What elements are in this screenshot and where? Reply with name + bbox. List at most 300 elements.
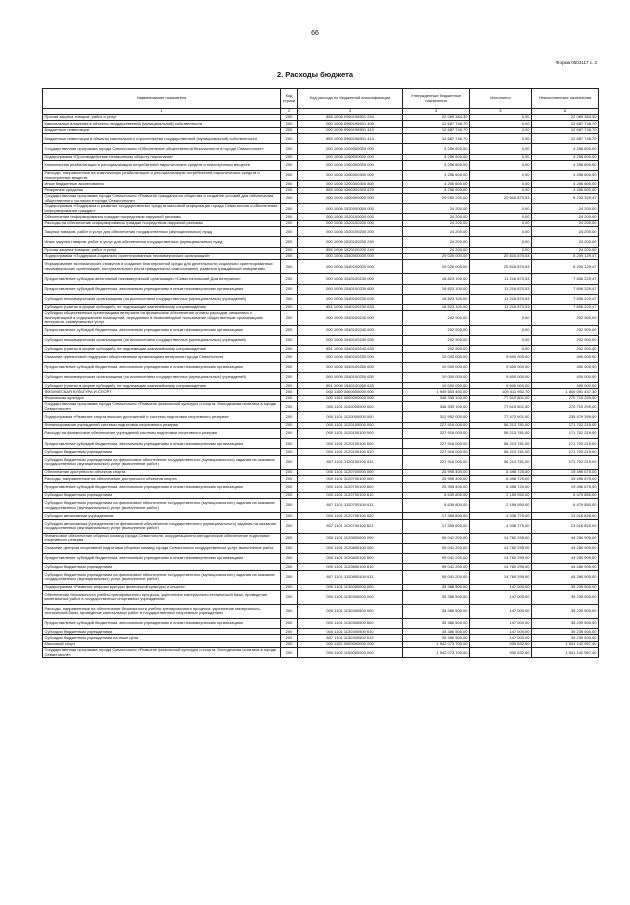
col-number: 5 bbox=[470, 109, 532, 115]
row-line-code: 200 bbox=[281, 455, 298, 469]
row-line-code: 200 bbox=[281, 346, 298, 352]
row-classification-code: 000 1102 1100000000 000 bbox=[298, 648, 403, 658]
section-title: 2. Расходы бюджета bbox=[276, 70, 354, 79]
row-classification-code: 807 1101 1120700100 621 bbox=[298, 519, 403, 533]
row-unexecuted: 1 541 142 967,40 bbox=[532, 648, 599, 658]
row-approved: 1 542 073 700,00 bbox=[403, 648, 470, 658]
row-classification-code: 000 1006 1260300300 800 bbox=[298, 181, 403, 187]
row-line-code: 200 bbox=[281, 362, 298, 372]
row-line-code: 200 bbox=[281, 325, 298, 335]
row-executed: 0,00 bbox=[470, 325, 532, 335]
row-line-code: 200 bbox=[281, 422, 298, 428]
page-number: 66 bbox=[311, 30, 319, 37]
row-line-code: 200 bbox=[281, 237, 298, 247]
row-executed: 56 213 781,00 bbox=[470, 429, 532, 439]
row-line-code: 200 bbox=[281, 304, 298, 310]
row-unexecuted: 8 233 329,47 bbox=[532, 194, 599, 204]
table-row bbox=[43, 362, 599, 372]
row-name: Обеспечение информирования граждан посредством наружной рекламы bbox=[43, 214, 281, 220]
row-unexecuted: 24 200,00 bbox=[532, 237, 599, 247]
table-row bbox=[43, 543, 599, 553]
row-unexecuted: 35 239 500,00 bbox=[532, 618, 599, 628]
row-executed: 0,00 bbox=[470, 220, 532, 226]
row-line-code: 200 bbox=[281, 144, 298, 154]
row-line-code: 200 bbox=[281, 204, 298, 214]
row-executed: 147 000,00 bbox=[470, 635, 532, 641]
row-approved: 12 687 748,70 bbox=[403, 121, 470, 127]
row-classification-code: 000 1101 1100000000 000 bbox=[298, 402, 403, 412]
row-unexecuted: 235 479 399,00 bbox=[532, 412, 599, 422]
row-unexecuted: 400 000,00 bbox=[532, 383, 599, 389]
row-approved: 25 995 400,00 bbox=[403, 476, 470, 482]
row-unexecuted: 171 702 219,00 bbox=[532, 455, 599, 469]
row-line-code: 200 bbox=[281, 513, 298, 519]
row-classification-code: 000 1006 1540000000 000 bbox=[298, 254, 403, 260]
row-approved: 35 386 500,00 bbox=[403, 635, 470, 641]
row-executed: 14 760 295,00 bbox=[470, 543, 532, 553]
row-executed: 6 498 725,00 bbox=[470, 482, 532, 492]
row-line-code: 200 bbox=[281, 372, 298, 382]
row-name: Обеспечение доступности объектов спорта bbox=[43, 469, 281, 475]
row-line-code: 200 bbox=[281, 469, 298, 475]
table-row bbox=[43, 294, 599, 304]
table-row bbox=[43, 604, 599, 618]
table-row bbox=[43, 533, 599, 543]
row-unexecuted: 12 687 748,70 bbox=[532, 127, 599, 133]
row-approved: 4 256 600,00 bbox=[403, 160, 470, 170]
row-approved: 29 026 000,00 bbox=[403, 260, 470, 274]
row-classification-code: 000 1101 1120800100 000 bbox=[298, 543, 403, 553]
row-unexecuted: 270 719 299,00 bbox=[532, 402, 599, 412]
row-classification-code: 000 1006 1520100200 200 bbox=[298, 227, 403, 237]
row-name: Расходы на обеспечение информирования граждан посредством наружной рекламы bbox=[43, 220, 281, 226]
row-classification-code: 000 1006 0960196501 410 bbox=[298, 127, 403, 133]
row-executed: 14 760 295,00 bbox=[470, 570, 532, 584]
row-unexecuted: 19 496 675,00 bbox=[532, 482, 599, 492]
row-name: Предоставление субсидий бюджетным, автономным учреждениям и иным некоммерческим организациям bbox=[43, 482, 281, 492]
row-executed: 14 760 295,00 bbox=[470, 564, 532, 570]
row-name: Предоставление субсидий бюджетным, автономным учреждениям и иным некоммерческим организациям bbox=[43, 553, 281, 563]
row-executed: 11 216 870,53 bbox=[470, 284, 532, 294]
row-approved: 1 542 073 700,00 bbox=[403, 641, 470, 647]
row-classification-code: 000 1101 1130300500 000 bbox=[298, 604, 403, 618]
table-row bbox=[43, 429, 599, 439]
row-approved: 59 041 200,00 bbox=[403, 543, 470, 553]
row-name: Закупка товаров, работ и услуг для обеспечения государственных (муниципальных) нужд bbox=[43, 227, 281, 237]
row-line-code: 200 bbox=[281, 570, 298, 584]
row-unexecuted: 44 280 905,00 bbox=[532, 570, 599, 584]
row-unexecuted: 44 280 905,00 bbox=[532, 533, 599, 543]
row-executed: 14 760 295,00 bbox=[470, 533, 532, 543]
table-body bbox=[43, 115, 599, 658]
row-classification-code: 000 1006 0960196501 400 bbox=[298, 121, 403, 127]
row-executed: 0,00 bbox=[470, 214, 532, 220]
table-row bbox=[43, 311, 599, 325]
row-approved: 12 687 748,70 bbox=[403, 134, 470, 144]
row-approved: 35 386 500,00 bbox=[403, 590, 470, 604]
row-approved: 4 256 600,00 bbox=[403, 144, 470, 154]
row-unexecuted: 400 000,00 bbox=[532, 352, 599, 362]
row-approved: 227 916 000,00 bbox=[403, 439, 470, 449]
row-name: Бюджетные инвестиции bbox=[43, 127, 281, 133]
row-unexecuted: 7 606 229,47 bbox=[532, 274, 599, 284]
row-unexecuted: 35 239 500,00 bbox=[532, 590, 599, 604]
row-approved: 35 386 500,00 bbox=[403, 618, 470, 628]
row-executed: 0,00 bbox=[470, 335, 532, 345]
row-executed: 77 619 801,00 bbox=[470, 402, 532, 412]
row-name: Расходы, направленные на обеспечение доступности объектов спорта bbox=[43, 476, 281, 482]
row-executed: 11 216 870,53 bbox=[470, 304, 532, 310]
row-executed: 77 619 801,00 bbox=[470, 395, 532, 401]
row-classification-code: 000 1006 1200000000 000 bbox=[298, 144, 403, 154]
row-approved: 17 355 600,00 bbox=[403, 513, 470, 519]
row-classification-code: 000 1006 1540100240 630 bbox=[298, 335, 403, 345]
row-name: Государственная программа города Севастополя «Развитие физической культуры и спорта. Молодежная политика в городе Севастополе» bbox=[43, 402, 281, 412]
row-name: Субсидии бюджетным учреждениям на финансовое обеспечение государственного (муниципального) задания на оказание государственных (муниципальных) услуг (выполнение работ) bbox=[43, 455, 281, 469]
row-line-code: 200 bbox=[281, 254, 298, 260]
row-classification-code: 000 1101 0000000000 000 bbox=[298, 395, 403, 401]
row-approved: 10 000 000,00 bbox=[403, 352, 470, 362]
row-classification-code: 000 1006 1520000000 000 bbox=[298, 204, 403, 214]
row-line-code: 200 bbox=[281, 260, 298, 274]
row-line-code: 200 bbox=[281, 553, 298, 563]
row-unexecuted: 6 479 850,00 bbox=[532, 499, 599, 513]
row-executed: 147 000,00 bbox=[470, 590, 532, 604]
row-approved: 29 026 000,00 bbox=[403, 254, 470, 260]
row-unexecuted: 4 256 600,00 bbox=[532, 144, 599, 154]
header-executed: Исполнено bbox=[470, 89, 532, 109]
row-approved: 24 200,00 bbox=[403, 237, 470, 247]
row-approved: 4 256 600,00 bbox=[403, 171, 470, 181]
row-line-code: 200 bbox=[281, 214, 298, 220]
row-unexecuted: 202 900,00 bbox=[532, 311, 599, 325]
row-name: Предоставление субсидий бюджетным, автономным учреждениям и иным некоммерческим организациям bbox=[43, 362, 281, 372]
row-name: Субсидии бюджетным учреждениям bbox=[43, 629, 281, 635]
row-classification-code: 000 1101 1120100100 610 bbox=[298, 449, 403, 455]
row-unexecuted: 171 702 219,00 bbox=[532, 439, 599, 449]
row-executed: 0,00 bbox=[470, 227, 532, 237]
row-unexecuted: 202 900,00 bbox=[532, 325, 599, 335]
row-line-code: 200 bbox=[281, 449, 298, 455]
row-line-code: 200 bbox=[281, 564, 298, 570]
row-classification-code: 000 1006 1540100250 600 bbox=[298, 362, 403, 372]
row-name: Предоставление субсидий бюджетным, автономным учреждениям и иным некоммерческим организациям bbox=[43, 618, 281, 628]
row-line-code: 200 bbox=[281, 648, 298, 658]
row-line-code: 200 bbox=[281, 395, 298, 401]
row-unexecuted: 22 069 384,30 bbox=[532, 115, 599, 121]
row-name: Формирование экономических стимулов и создание благоприятной среды для деятельности социально ориентированных некоммерческих организаций, поступательного роста гражданского самосознания, развития гражданской инициативы bbox=[43, 260, 281, 274]
row-unexecuted: 1 541 142 967,40 bbox=[532, 641, 599, 647]
row-classification-code: 000 1101 1120700100 610 bbox=[298, 492, 403, 498]
row-name: Государственная программа города Севастополя «Обеспечение общественной безопасности в городе Севастополе» bbox=[43, 144, 281, 154]
row-unexecuted: 4 256 600,00 bbox=[532, 160, 599, 170]
row-unexecuted: 7 606 229,47 bbox=[532, 304, 599, 310]
table-row bbox=[43, 237, 599, 247]
row-unexecuted: 35 239 500,00 bbox=[532, 604, 599, 618]
row-line-code: 200 bbox=[281, 294, 298, 304]
row-unexecuted: 202 900,00 bbox=[532, 335, 599, 345]
row-approved: 35 386 500,00 bbox=[403, 629, 470, 635]
row-name: Субсидии некоммерческим организациям (за исключением государственных (муниципальных) учреждений) bbox=[43, 372, 281, 382]
row-unexecuted: 270 719 299,00 bbox=[532, 395, 599, 401]
row-approved: 10 000 000,00 bbox=[403, 383, 470, 389]
row-classification-code: 000 1006 1540100240 000 bbox=[298, 311, 403, 325]
row-unexecuted: 19 496 675,00 bbox=[532, 476, 599, 482]
row-line-code: 200 bbox=[281, 187, 298, 193]
row-classification-code: 807 1101 1120700100 611 bbox=[298, 499, 403, 513]
row-approved: 227 916 000,00 bbox=[403, 449, 470, 455]
row-executed: 930 632,60 bbox=[470, 648, 532, 658]
row-classification-code: 000 1006 1520100000 000 bbox=[298, 214, 403, 220]
row-name: Прочая закупка товаров, работ и услуг bbox=[43, 115, 281, 121]
table-row bbox=[43, 325, 599, 335]
row-classification-code: 807 1101 1120800100 611 bbox=[298, 570, 403, 584]
row-classification-code: 000 1101 1130300500 610 bbox=[298, 629, 403, 635]
table-row bbox=[43, 227, 599, 237]
row-line-code: 200 bbox=[281, 533, 298, 543]
row-approved: 227 916 000,00 bbox=[403, 422, 470, 428]
table-header bbox=[43, 89, 599, 109]
row-classification-code: 000 1101 1130300500 600 bbox=[298, 618, 403, 628]
row-approved: 35 386 500,00 bbox=[403, 604, 470, 618]
row-name: Субсидии автономным учреждениям bbox=[43, 513, 281, 519]
row-approved: 35 386 500,00 bbox=[403, 584, 470, 590]
row-executed: 147 000,00 bbox=[470, 584, 532, 590]
row-executed: 0,00 bbox=[470, 160, 532, 170]
row-name: Субсидии бюджетным учреждениям на финансовое обеспечение государственного (муниципального) задания на оказание государственных (муниципальных) услуг (выполнение работ) bbox=[43, 570, 281, 584]
header-code: Код строки bbox=[281, 89, 298, 109]
row-approved: 18 823 100,00 bbox=[403, 284, 470, 294]
row-approved: 59 041 200,00 bbox=[403, 553, 470, 563]
row-name: Субсидии общественным организациям ветеранов на финансовое обеспечение оплаты расходов, связанных с эксплуатацией и содержанием помещений, переданных в безвозмездное пользование общественным организациям ветеранов, коммунальных услуг bbox=[43, 311, 281, 325]
row-line-code: 200 bbox=[281, 519, 298, 533]
row-classification-code: 000 1101 1130000000 000 bbox=[298, 584, 403, 590]
row-classification-code: 000 1006 1520100200 000 bbox=[298, 220, 403, 226]
table-row bbox=[43, 570, 599, 584]
row-approved: 17 355 600,00 bbox=[403, 519, 470, 533]
row-name: Предоставление субсидий бюджетным, автономным учреждениям и иным некоммерческим организациям bbox=[43, 439, 281, 449]
row-line-code: 200 bbox=[281, 284, 298, 294]
row-name: Субсидии бюджетным учреждениям bbox=[43, 564, 281, 570]
row-classification-code: 851 1006 1540100240 633 bbox=[298, 346, 403, 352]
row-approved: 202 900,00 bbox=[403, 346, 470, 352]
row-line-code: 200 bbox=[281, 492, 298, 498]
row-approved: 227 916 000,00 bbox=[403, 455, 470, 469]
row-unexecuted: 24 200,00 bbox=[532, 214, 599, 220]
row-name: Капитальные вложения в объекты государственной (муниципальной) собственности bbox=[43, 121, 281, 127]
table-row bbox=[43, 618, 599, 628]
row-approved: 4 256 600,00 bbox=[403, 154, 470, 160]
row-approved: 25 995 400,00 bbox=[403, 482, 470, 492]
row-unexecuted: 8 209 129,47 bbox=[532, 260, 599, 274]
row-line-code: 200 bbox=[281, 160, 298, 170]
row-approved: 59 041 200,00 bbox=[403, 570, 470, 584]
row-name: Массовый спорт bbox=[43, 641, 281, 647]
row-classification-code: 000 1006 1540100230 000 bbox=[298, 274, 403, 284]
row-approved: 348 339 100,00 bbox=[403, 395, 470, 401]
row-executed: 0,00 bbox=[470, 247, 532, 253]
table-row bbox=[43, 160, 599, 170]
row-name: Субсидии автономным учреждениям на финансовое обеспечение государственного (муниципального) задания на оказание государственных (муниципальных) услуг (выполнение работ) bbox=[43, 519, 281, 533]
header-approved: Утвержденные бюджетные назначения bbox=[403, 89, 470, 109]
row-executed: 0,00 bbox=[470, 171, 532, 181]
table-row bbox=[43, 352, 599, 362]
row-name: Иные закупки товаров, работ и услуг для обеспечения государственных (муниципальных) нужд bbox=[43, 237, 281, 247]
row-unexecuted: 171 702 219,00 bbox=[532, 449, 599, 455]
row-executed: 20 816 870,53 bbox=[470, 254, 532, 260]
row-classification-code: 000 1100 0000000000 000 bbox=[298, 389, 403, 395]
table-row bbox=[43, 144, 599, 154]
row-name: Предоставление субсидий бюджетным, автономным учреждениям и иным некоммерческим организациям bbox=[43, 284, 281, 294]
row-unexecuted: 7 606 229,47 bbox=[532, 284, 599, 294]
row-classification-code: 000 1101 1130300000 000 bbox=[298, 590, 403, 604]
row-line-code: 200 bbox=[281, 429, 298, 439]
row-unexecuted: 35 239 500,00 bbox=[532, 584, 599, 590]
row-name: Оказание центром спортивной подготовки сборных команд города Севастополя государственных услуг, выполнение работ bbox=[43, 543, 281, 553]
row-executed: 77 472 601,00 bbox=[470, 412, 532, 422]
table-row bbox=[43, 553, 599, 563]
row-name: Субсидии бюджетным учреждениям на иные цели bbox=[43, 635, 281, 641]
row-line-code: 200 bbox=[281, 352, 298, 362]
row-classification-code: 000 1101 1120700100 000 bbox=[298, 476, 403, 482]
row-line-code: 200 bbox=[281, 543, 298, 553]
row-name: Государственная программа города Севастополя «Развитие физической культуры и спорта. Молодежная политика в городе Севастополе» bbox=[43, 648, 281, 658]
row-classification-code: 000 1101 1120800100 600 bbox=[298, 553, 403, 563]
row-unexecuted: 6 479 850,00 bbox=[532, 492, 599, 498]
table-row bbox=[43, 134, 599, 144]
table-row bbox=[43, 648, 599, 658]
row-unexecuted: 400 000,00 bbox=[532, 362, 599, 372]
row-name: Подпрограмма «Развитие инфраструктуры физической культуры и спорта» bbox=[43, 584, 281, 590]
row-name: Подпрограмма «Развитие спорта высших достижений и системы подготовки спортивного резерва» bbox=[43, 412, 281, 422]
row-classification-code: 000 1101 1120800100 610 bbox=[298, 564, 403, 570]
row-approved: 8 639 800,00 bbox=[403, 499, 470, 513]
table-row bbox=[43, 412, 599, 422]
row-classification-code: 855 1006 1520100200 244 bbox=[298, 247, 403, 253]
row-executed: 56 213 781,00 bbox=[470, 439, 532, 449]
col-number: 6 bbox=[532, 109, 599, 115]
row-unexecuted: 12 687 748,70 bbox=[532, 121, 599, 127]
row-unexecuted: 4 256 600,00 bbox=[532, 187, 599, 193]
row-classification-code: 851 1006 1540100230 633 bbox=[298, 304, 403, 310]
row-line-code: 200 bbox=[281, 584, 298, 590]
row-line-code: 200 bbox=[281, 590, 298, 604]
row-unexecuted: 4 256 600,00 bbox=[532, 181, 599, 187]
row-approved: 18 823 100,00 bbox=[403, 274, 470, 284]
row-name: Предоставление субсидии автономной некоммерческой организации «Севастопольский Дом ветеранов» bbox=[43, 274, 281, 284]
row-name: Подпрограмма «Противодействие незаконному обороту наркотиков» bbox=[43, 154, 281, 160]
row-line-code: 200 bbox=[281, 311, 298, 325]
row-approved: 24 200,00 bbox=[403, 227, 470, 237]
row-executed: 0,00 bbox=[470, 311, 532, 325]
row-approved: 24 200,00 bbox=[403, 204, 470, 214]
row-executed: 0,00 bbox=[470, 144, 532, 154]
row-name: Финансовое обеспечение сборных команд города Севастополя, координационно-методическое обеспечение подготовки спортивного резерва bbox=[43, 533, 281, 543]
row-line-code: 200 bbox=[281, 635, 298, 641]
row-classification-code: 000 1006 1500000000 000 bbox=[298, 194, 403, 204]
row-unexecuted: 19 496 675,00 bbox=[532, 469, 599, 475]
row-executed: 9 600 000,00 bbox=[470, 362, 532, 372]
row-name: Государственная программа города Севастополя «Развитие гражданского общества и создание условий для обеспечения общественного согласия в городе Севастополе» bbox=[43, 194, 281, 204]
row-approved: 24 200,00 bbox=[403, 220, 470, 226]
row-executed: 147 000,00 bbox=[470, 629, 532, 635]
row-approved: 59 041 200,00 bbox=[403, 533, 470, 543]
row-executed: 0,00 bbox=[470, 181, 532, 187]
row-classification-code: 807 1101 1130300500 612 bbox=[298, 635, 403, 641]
table-row bbox=[43, 335, 599, 345]
row-line-code: 200 bbox=[281, 641, 298, 647]
row-classification-code: 000 1101 1120700100 600 bbox=[298, 482, 403, 492]
row-line-code: 200 bbox=[281, 383, 298, 389]
row-approved: 29 050 200,00 bbox=[403, 194, 470, 204]
row-line-code: 200 bbox=[281, 618, 298, 628]
row-executed: 147 000,00 bbox=[470, 604, 532, 618]
row-unexecuted: 4 256 600,00 bbox=[532, 154, 599, 160]
row-approved: 24 200,00 bbox=[403, 214, 470, 220]
row-executed: 14 760 295,00 bbox=[470, 553, 532, 563]
col-number: 1 bbox=[43, 109, 281, 115]
row-line-code: 200 bbox=[281, 499, 298, 513]
table-row bbox=[43, 590, 599, 604]
row-classification-code: 000 1101 1120800000 000 bbox=[298, 533, 403, 543]
row-line-code: 200 bbox=[281, 127, 298, 133]
row-executed: 11 216 870,53 bbox=[470, 294, 532, 304]
row-line-code: 200 bbox=[281, 194, 298, 204]
row-line-code: 200 bbox=[281, 604, 298, 618]
row-name: Прочая закупка товаров, работ и услуг bbox=[43, 247, 281, 253]
row-classification-code: 000 1006 1540100230 630 bbox=[298, 294, 403, 304]
row-unexecuted: 13 016 825,00 bbox=[532, 513, 599, 519]
row-line-code: 200 bbox=[281, 115, 298, 121]
row-name: Предоставление субсидий бюджетным, автономным учреждениям и иным некоммерческим организациям bbox=[43, 325, 281, 335]
row-executed: 11 216 870,53 bbox=[470, 274, 532, 284]
row-name: Резервные средства bbox=[43, 187, 281, 193]
row-line-code: 200 bbox=[281, 482, 298, 492]
row-classification-code: 855 1006 1260300300 870 bbox=[298, 187, 403, 193]
row-executed: 147 000,00 bbox=[470, 618, 532, 628]
row-line-code: 200 bbox=[281, 121, 298, 127]
row-executed: 56 213 781,00 bbox=[470, 449, 532, 455]
row-approved: 10 000 000,00 bbox=[403, 372, 470, 382]
row-line-code: 200 bbox=[281, 402, 298, 412]
row-executed: 109 411 952,70 bbox=[470, 389, 532, 395]
row-line-code: 200 bbox=[281, 227, 298, 237]
row-name: Субсидии некоммерческим организациям (за исключением государственных (муниципальных) учреждений) bbox=[43, 294, 281, 304]
row-classification-code: 000 1006 1540100000 000 bbox=[298, 260, 403, 274]
row-executed: 0,00 bbox=[470, 127, 532, 133]
row-classification-code: 000 1006 1260300300 000 bbox=[298, 171, 403, 181]
row-unexecuted: 13 016 825,00 bbox=[532, 519, 599, 533]
row-approved: 12 687 748,70 bbox=[403, 127, 470, 133]
row-classification-code: 000 1101 1120100100 600 bbox=[298, 439, 403, 449]
col-number: 4 bbox=[403, 109, 470, 115]
row-approved: 10 000 000,00 bbox=[403, 362, 470, 372]
row-unexecuted: 35 239 500,00 bbox=[532, 635, 599, 641]
row-classification-code: 000 1006 1540100250 630 bbox=[298, 372, 403, 382]
row-name: Субсидии (гранты в форме субсидий), не подлежащие казначейскому сопровождению bbox=[43, 304, 281, 310]
table-row bbox=[43, 204, 599, 214]
table-row bbox=[43, 482, 599, 492]
row-unexecuted: 24 200,00 bbox=[532, 204, 599, 214]
row-name: Физическая культура bbox=[43, 395, 281, 401]
row-name: Субсидии бюджетным учреждениям на финансовое обеспечение государственного (муниципального) задания на оказание государственных (муниципальных) услуг (выполнение работ) bbox=[43, 499, 281, 513]
table-row bbox=[43, 455, 599, 469]
row-unexecuted: 171 702 219,00 bbox=[532, 429, 599, 439]
row-unexecuted: 24 200,00 bbox=[532, 227, 599, 237]
row-classification-code: 000 1102 0000000000 000 bbox=[298, 641, 403, 647]
row-unexecuted: 7 606 229,47 bbox=[532, 294, 599, 304]
row-unexecuted: 44 280 905,00 bbox=[532, 543, 599, 553]
